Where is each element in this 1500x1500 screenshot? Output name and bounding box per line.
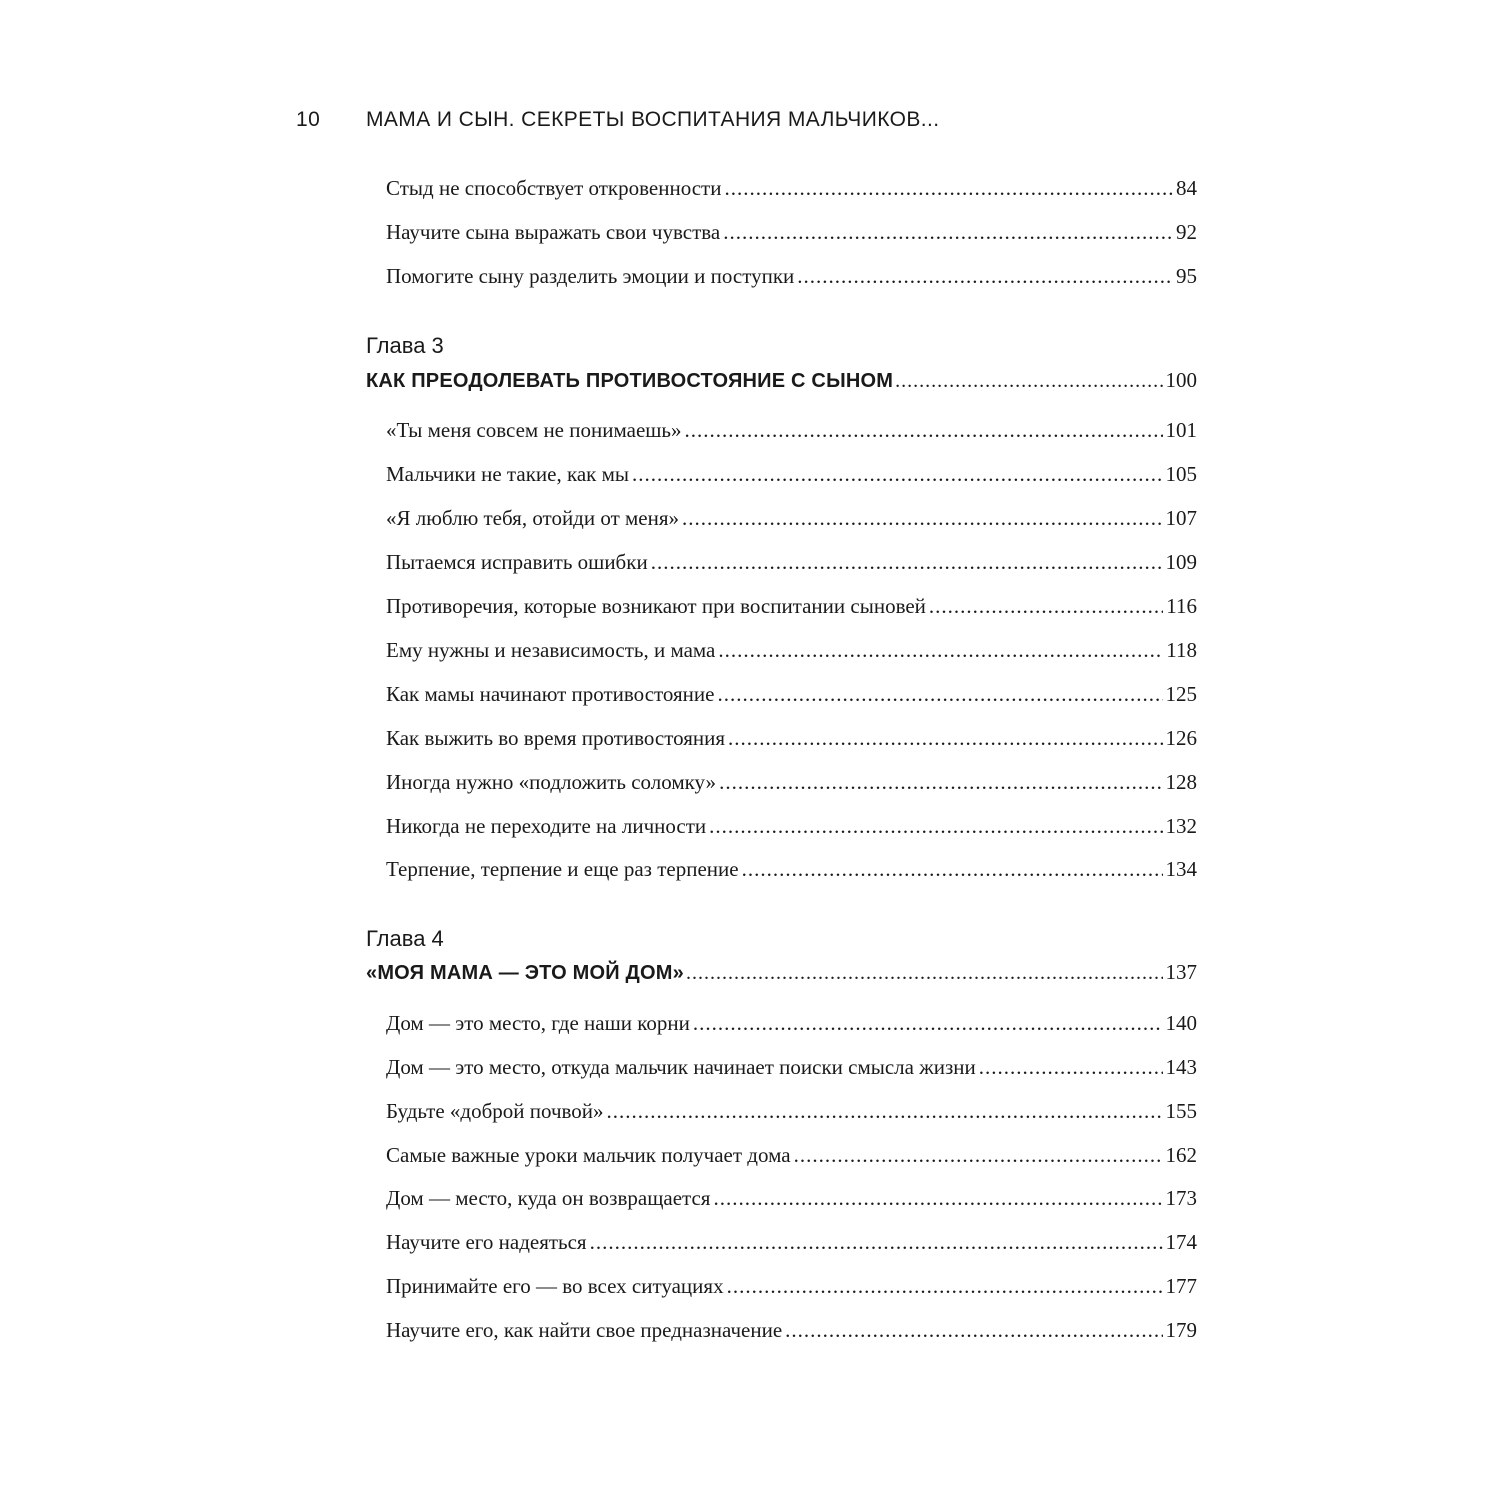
toc-entry-page: 95 bbox=[1176, 264, 1197, 288]
toc-entry-page: 134 bbox=[1165, 857, 1197, 881]
dot-leader bbox=[728, 722, 1162, 754]
dot-leader bbox=[590, 1226, 1163, 1258]
toc-entry bbox=[386, 546, 1197, 578]
toc-entry bbox=[386, 1270, 1197, 1302]
dot-leader bbox=[723, 216, 1173, 248]
toc-entry-title: Научите сына выражать свои чувства bbox=[386, 220, 721, 244]
toc-entry-title: Ему нужны и независимость, и мама bbox=[386, 638, 716, 662]
toc-entry-page: 162 bbox=[1165, 1143, 1197, 1167]
dot-leader bbox=[713, 1182, 1162, 1214]
dot-leader bbox=[682, 502, 1162, 534]
toc-entry-title: Дом — место, куда он возвращается bbox=[386, 1186, 711, 1210]
toc-entry-page: 92 bbox=[1176, 220, 1197, 244]
toc-entry bbox=[386, 260, 1197, 292]
toc-entry bbox=[386, 1139, 1197, 1171]
toc-entry-title: Принимайте его — во всех ситуациях bbox=[386, 1274, 724, 1298]
toc-entry-title: Как мамы начинают противостояние bbox=[386, 682, 715, 706]
toc-entry-page: 105 bbox=[1165, 462, 1197, 486]
dot-leader bbox=[797, 260, 1173, 292]
toc-entry-title: Пытаемся исправить ошибки bbox=[386, 550, 648, 574]
toc-entry-page: 101 bbox=[1165, 418, 1197, 442]
toc-entry-title: Научите его надеяться bbox=[386, 1230, 587, 1254]
toc-entry-title: Будьте «доброй почвой» bbox=[386, 1099, 604, 1123]
toc-entry bbox=[386, 414, 1197, 446]
toc-entry bbox=[386, 766, 1197, 798]
toc-entry bbox=[386, 1226, 1197, 1258]
dot-leader bbox=[895, 365, 1162, 397]
toc-entry-title: Как выжить во время противостояния bbox=[386, 726, 726, 750]
page-number: 10 bbox=[296, 108, 321, 131]
toc-entry-title: Дом — это место, где наши корни bbox=[386, 1011, 690, 1035]
dot-leader bbox=[727, 1270, 1163, 1302]
toc-entry bbox=[386, 590, 1197, 622]
chapter-title bbox=[366, 364, 1197, 396]
toc-entry-title: Дом — это место, откуда мальчик начинает поиски смысла жизни bbox=[386, 1055, 976, 1079]
toc-entry-page: 179 bbox=[1165, 1318, 1197, 1342]
toc-entry bbox=[386, 722, 1197, 754]
toc-entry-title: «Я люблю тебя, отойди от меня» bbox=[386, 506, 680, 530]
toc-entry-title: Самые важные уроки мальчик получает дома bbox=[386, 1143, 791, 1167]
dot-leader bbox=[794, 1139, 1163, 1171]
dot-leader bbox=[709, 810, 1162, 842]
dot-leader bbox=[686, 957, 1163, 989]
toc-entry bbox=[386, 502, 1197, 534]
chapter-label: Глава 3 bbox=[366, 333, 444, 358]
dot-leader bbox=[719, 766, 1162, 798]
toc-entry-title: Терпение, терпение и еще раз терпение bbox=[386, 857, 739, 881]
chapter-title bbox=[366, 956, 1197, 988]
dot-leader bbox=[785, 1314, 1162, 1346]
chapter-page: 100 bbox=[1165, 368, 1197, 392]
toc-entry-page: 140 bbox=[1165, 1011, 1197, 1035]
chapter-title-text: «МОЯ МАМА — ЭТО МОЙ ДОМ» bbox=[366, 962, 684, 984]
toc-entry-page: 174 bbox=[1165, 1230, 1197, 1254]
dot-leader bbox=[718, 634, 1163, 666]
toc-entry bbox=[386, 1051, 1197, 1083]
dot-leader bbox=[979, 1051, 1163, 1083]
toc-entry-page: 143 bbox=[1165, 1055, 1197, 1079]
dot-leader bbox=[717, 678, 1162, 710]
toc-entry-title: Научите его, как найти свое предназначение bbox=[386, 1318, 783, 1342]
chapter-page: 137 bbox=[1165, 960, 1197, 984]
toc-entry-page: 118 bbox=[1166, 638, 1197, 662]
toc-entry-page: 128 bbox=[1165, 770, 1197, 794]
toc-entry-title: Иногда нужно «подложить соломку» bbox=[386, 770, 717, 794]
chapter-title-text: КАК ПРЕОДОЛЕВАТЬ ПРОТИВОСТОЯНИЕ С СЫНОМ bbox=[366, 370, 894, 392]
dot-leader bbox=[929, 590, 1163, 622]
toc-entry bbox=[386, 810, 1197, 842]
toc-entry-page: 107 bbox=[1165, 506, 1197, 530]
chapter-label: Глава 4 bbox=[366, 926, 444, 951]
toc-entry-page: 125 bbox=[1165, 682, 1197, 706]
toc-entry-page: 173 bbox=[1165, 1186, 1197, 1210]
toc-entry bbox=[386, 678, 1197, 710]
toc-entry-page: 116 bbox=[1166, 594, 1197, 618]
toc-entry-title: Никогда не переходите на личности bbox=[386, 814, 707, 838]
toc-entry bbox=[386, 1095, 1197, 1127]
dot-leader bbox=[685, 414, 1163, 446]
book-title: МАМА И СЫН. СЕКРЕТЫ ВОСПИТАНИЯ МАЛЬЧИКОВ... bbox=[366, 108, 940, 131]
toc-entry-page: 84 bbox=[1176, 176, 1197, 200]
toc-entry bbox=[386, 1314, 1197, 1346]
toc-entry-title: «Ты меня совсем не понимаешь» bbox=[386, 418, 682, 442]
toc-entry bbox=[386, 634, 1197, 666]
toc-entry bbox=[386, 1007, 1197, 1039]
toc-entry-page: 126 bbox=[1165, 726, 1197, 750]
toc-entry bbox=[386, 853, 1197, 885]
dot-leader bbox=[693, 1007, 1163, 1039]
dot-leader bbox=[742, 853, 1163, 885]
toc-entry bbox=[386, 216, 1197, 248]
dot-leader bbox=[651, 546, 1163, 578]
dot-leader bbox=[724, 172, 1173, 204]
toc-entry bbox=[386, 458, 1197, 490]
toc-entry-title: Помогите сыну разделить эмоции и поступки bbox=[386, 264, 795, 288]
toc-entry-title: Стыд не способствует откровенности bbox=[386, 176, 722, 200]
toc-entry-title: Противоречия, которые возникают при воспитании сыновей bbox=[386, 594, 926, 618]
running-head bbox=[296, 108, 1196, 142]
toc-entry-page: 109 bbox=[1165, 550, 1197, 574]
toc-entry bbox=[386, 172, 1197, 204]
dot-leader bbox=[607, 1095, 1163, 1127]
dot-leader bbox=[632, 458, 1162, 490]
toc-entry bbox=[386, 1182, 1197, 1214]
toc-entry-page: 177 bbox=[1165, 1274, 1197, 1298]
toc-entry-title: Мальчики не такие, как мы bbox=[386, 462, 630, 486]
toc-entry-page: 132 bbox=[1165, 814, 1197, 838]
toc-entry-page: 155 bbox=[1165, 1099, 1197, 1123]
